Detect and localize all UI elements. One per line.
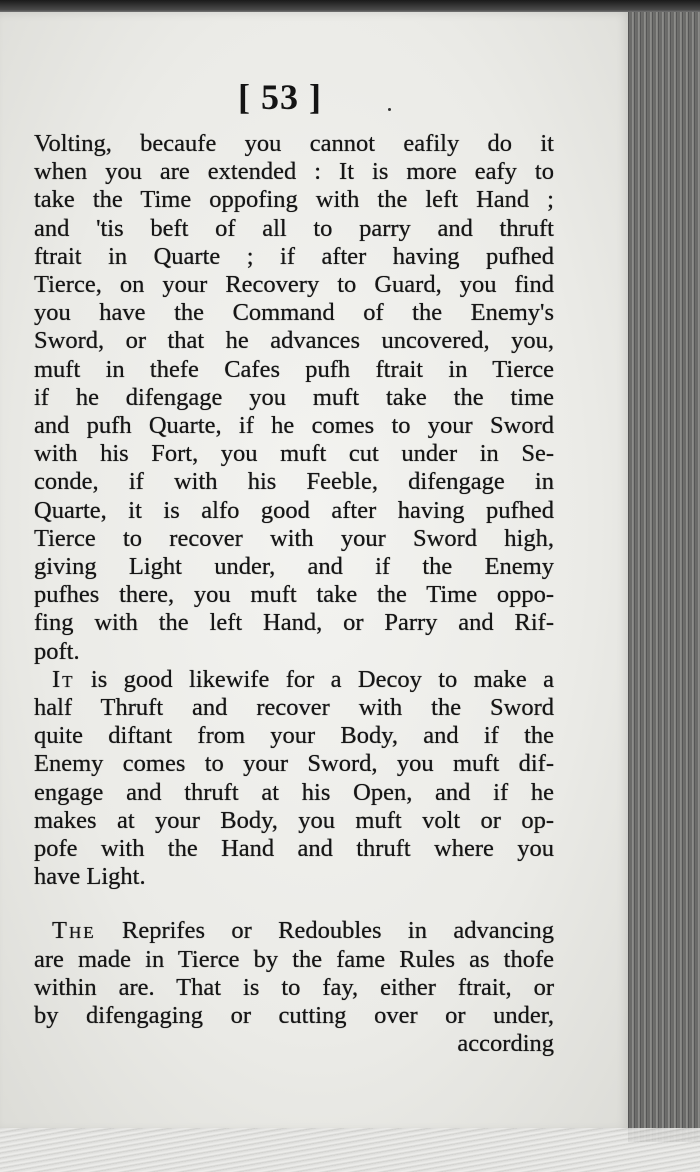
book-page-edges [628,12,700,1142]
text-line [34,666,554,694]
paragraph-3 [34,917,554,1058]
text-line: muft in thefe Cafes pufh ftrait in Tierce [34,355,554,383]
scan-bottom-edge [0,1128,700,1172]
text-line: conde, if with his Feeble, difengage in [34,468,554,496]
text-line: quite diftant from your Body, and if the [34,722,554,750]
paragraph-1 [34,130,554,666]
body-text [34,130,554,1059]
text-line: Tierce, on your Recovery to Guard, you find [34,271,554,299]
text-line: pufhes there, you muft take the Time oppo- [34,581,554,609]
text-line: when you are extended : It is more eafy to [34,158,554,186]
text-line: fing with the left Hand, or Parry and Rif- [34,609,554,637]
text-line: Volting, becaufe you cannot eafily do it [34,130,554,157]
text-line: Quarte, it is alfo good after having pufhed [34,496,554,524]
text-line: poft. [34,637,80,665]
text-line: within are. That is to fay, either ftrait, or [34,973,554,1001]
text-line: half Thruft and recover with the Sword [34,694,554,722]
text-line: Sword, or that he advances uncovered, you, [34,327,554,355]
text-line: giving Light under, and if the Enemy [34,553,554,581]
text-line: take the Time oppofing with the left Hand ; [34,186,554,214]
text-line: ftrait in Quarte ; if after having pufhed [34,242,554,270]
text-line: makes at your Body, you muft volt or op- [34,806,554,834]
text-line-rest: Reprifes or Redoubles in advancing [95,917,554,945]
paragraph-lead-word: The [52,917,96,945]
ink-speck [388,108,391,111]
text-line: if he difengage you muft take the time [34,383,554,411]
text-line: you have the Command of the Enemy's [34,299,554,327]
text-line: pofe with the Hand and thruft where you [34,835,554,863]
paragraph-lead-word: It [52,665,75,693]
text-line [34,917,554,945]
text-line: Enemy comes to your Sword, you muft dif- [34,750,554,778]
page-number: [ 53 ] [238,77,322,117]
catchword: according [457,1030,554,1058]
text-line: with his Fort, you muft cut under in Se- [34,440,554,468]
text-line: have Light. [34,863,146,891]
text-line: engage and thruft at his Open, and if he [34,778,554,806]
text-line: and pufh Quarte, if he comes to your Sword [34,412,554,440]
paragraph-2 [34,666,554,892]
text-line: are made in Tierce by the fame Rules as thofe [34,945,554,973]
paragraph-gap [34,891,554,917]
text-line: and 'tis beft of all to parry and thruft [34,214,554,242]
text-line: Tierce to recover with your Sword high, [34,524,554,552]
text-line: by difengaging or cutting over or under, [34,1002,554,1030]
text-line-rest: is good likewife for a Decoy to make a [74,665,554,693]
